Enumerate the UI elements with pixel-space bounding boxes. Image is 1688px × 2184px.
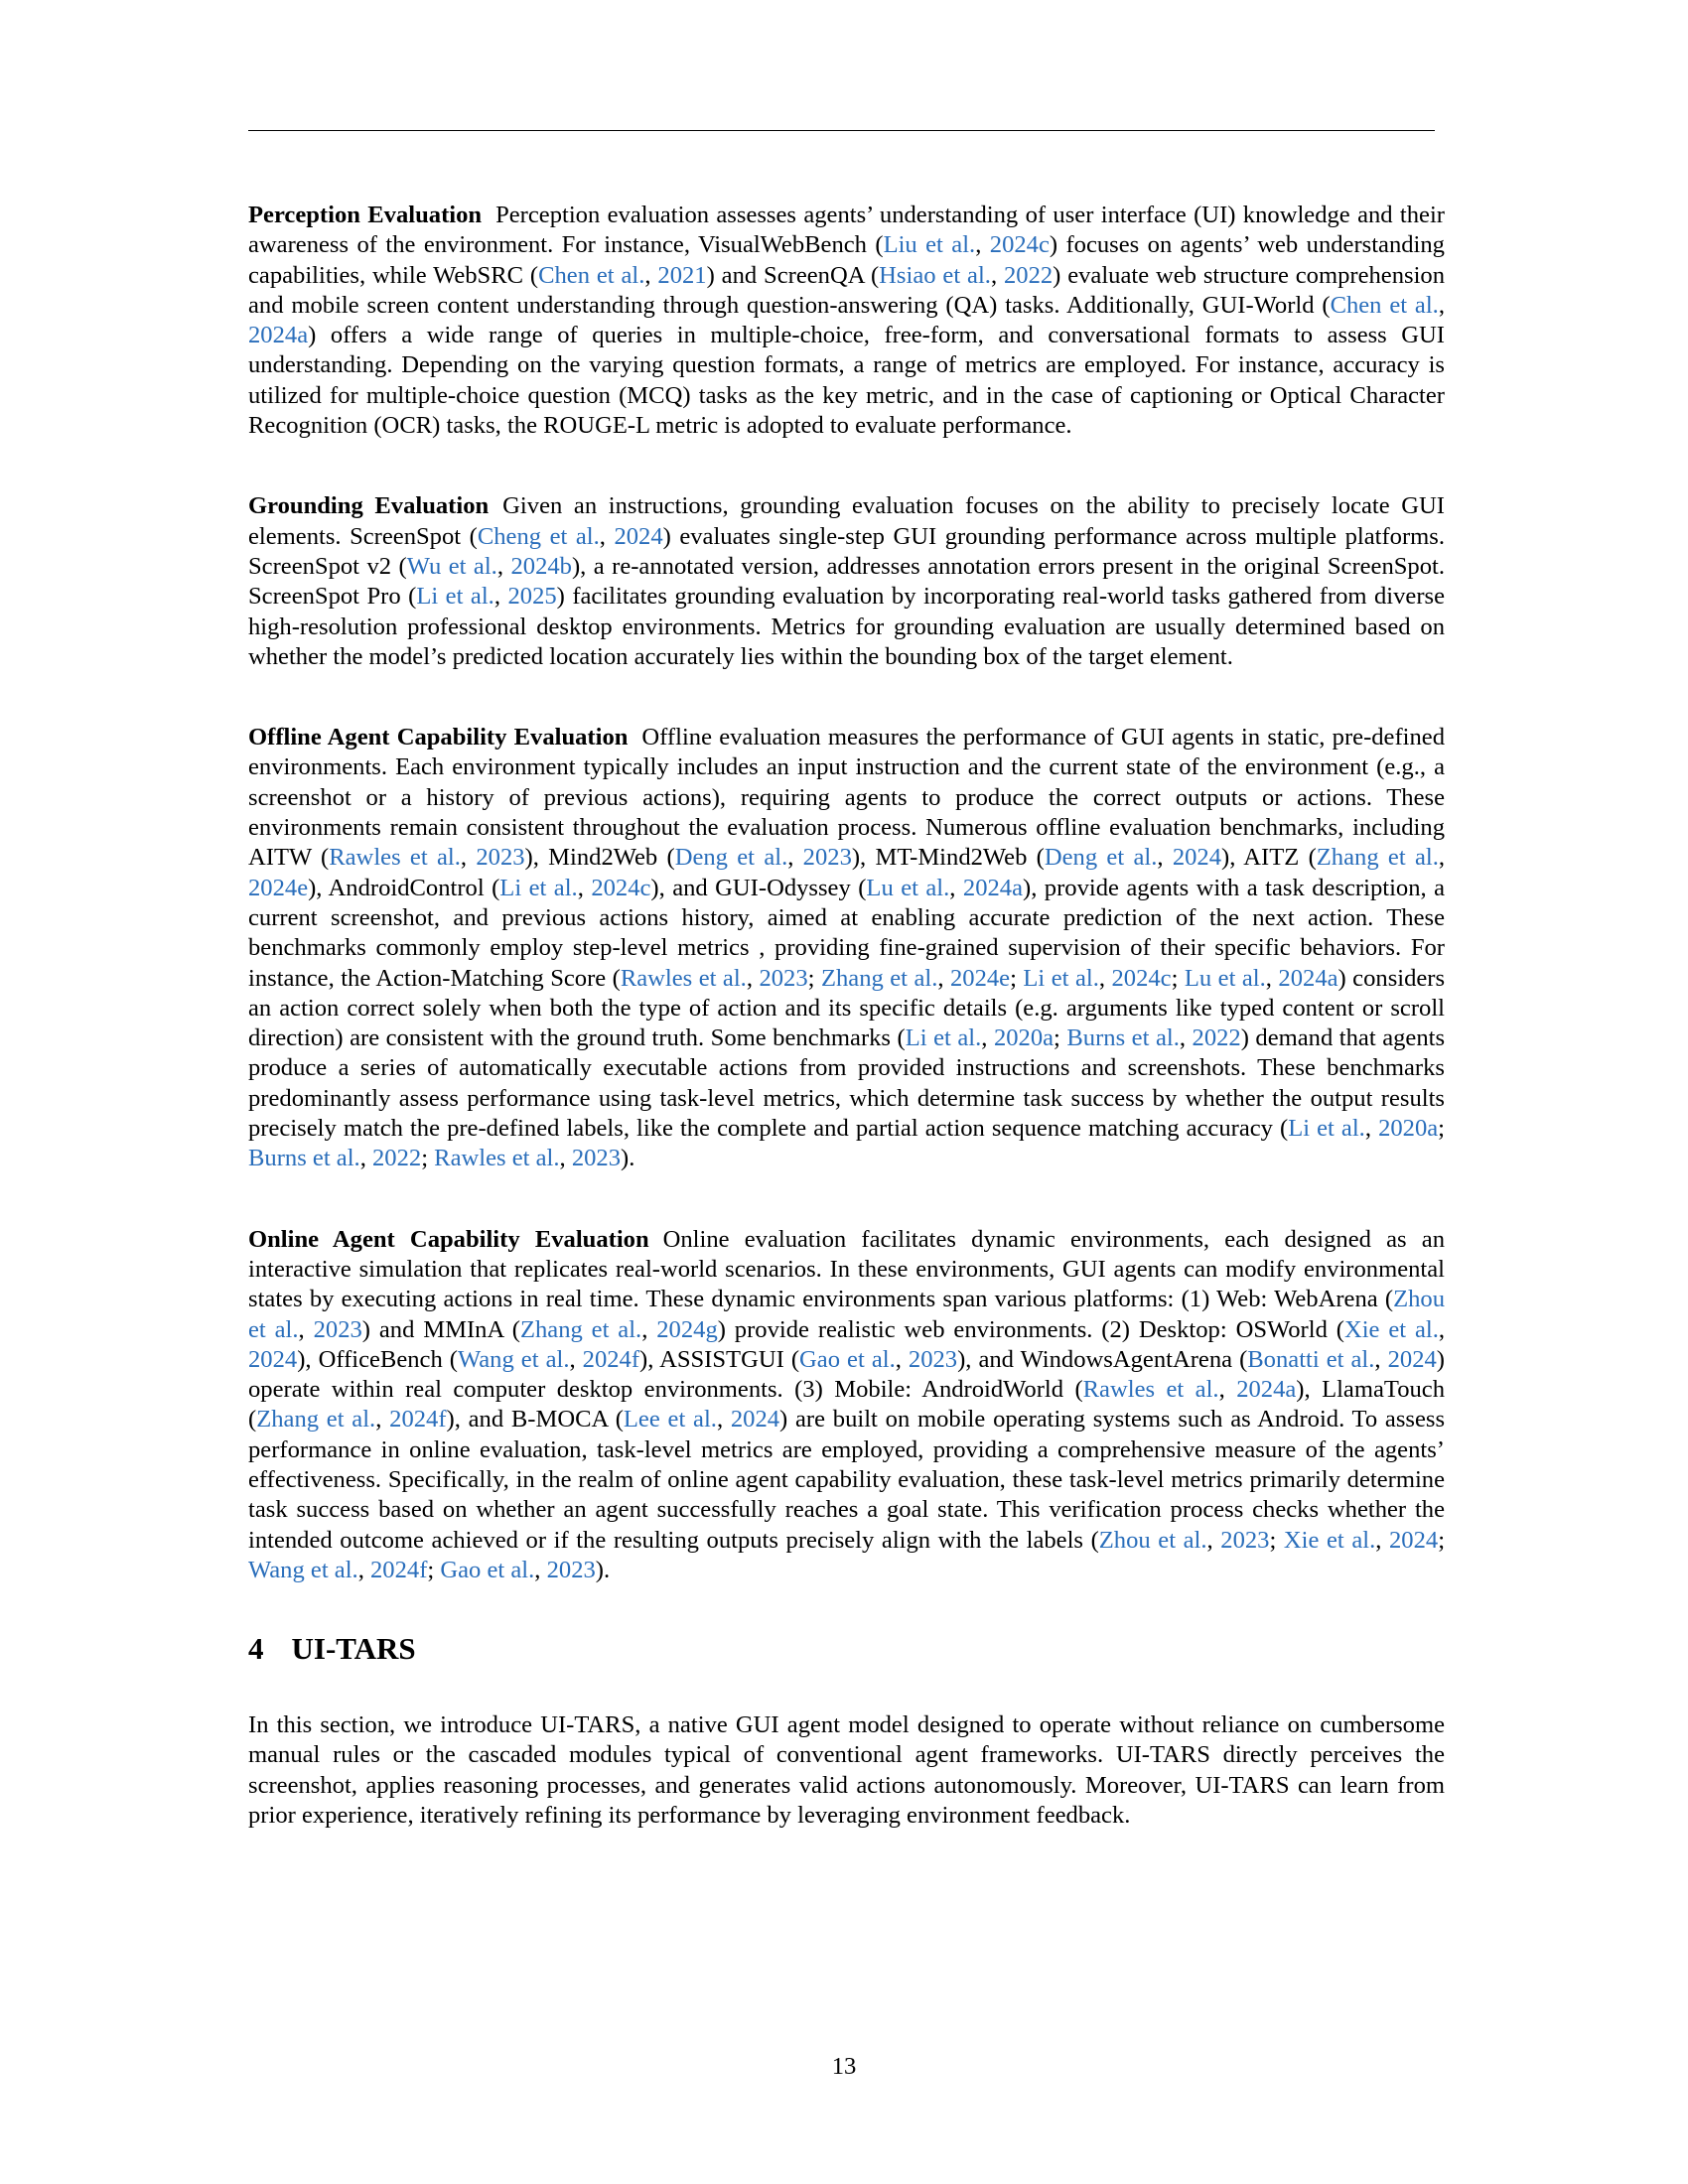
body-text: ), provide agents with a task description, a current screenshot, and previous actions history, aimed at enabling accurate prediction of the next action. These benchmarks commonly employ step-level metrics , providing fine-grained supervision of their specific behaviors. For instance, the Action-Matching Score ( [248,874,1446,992]
section-heading [248,1631,1445,1667]
body-text: ) considers an action correct solely when both the type of action and its specific details (e.g. arguments like typed content or scroll direction) are consistent with the ground truth. Some benchmarks ( [248,964,1446,1052]
body-text: , [569,1345,583,1373]
body-text: , [1438,1315,1446,1343]
citation-link[interactable]: 2022 [1192,1024,1241,1052]
body-text: ) provide realistic web environments. (2) Desktop: OSWorld ( [717,1315,1344,1343]
paragraph-heading: Online Agent Capability Evaluation [248,1225,649,1253]
body-text: , [981,1024,994,1052]
body-text: , [641,1315,657,1343]
citation-link[interactable]: 2024b [510,552,572,580]
citation-link[interactable]: 2024a [962,874,1023,901]
body-text: Online evaluation facilitates dynamic environments, each designed as an interactive simulation that replicates real-world scenarios. In these environments, GUI agents can modify environmental states by executing actions in real time. These dynamic environments span various platforms: (1) Web: WebArena ( [248,1225,1445,1313]
body-text: ; [427,1556,441,1583]
body-text: ; [1010,964,1024,992]
body-text: , [559,1145,572,1172]
body-text: ), Mind2Web ( [524,844,675,872]
body-text: ), AndroidControl ( [308,874,500,901]
citation-link[interactable]: 2022 [1003,261,1054,289]
body-text: ) facilitates grounding evaluation by incorporating real-world tasks gathered from diverse high-resolution professional desktop environments. Metrics for grounding evaluation are usually determined based on whether the model’s predicted location accurately lies within the bounding box of the target element. [248,583,1446,670]
body-text: , [1179,1024,1193,1052]
citation-link[interactable]: Wu et al. [406,552,497,580]
body-text: , [1157,844,1173,872]
body-text: ; [807,964,821,992]
body-text: ) evaluates single-step GUI grounding performance across multiple platforms. ScreenSpot v2 ( [248,522,1445,580]
page-number: 13 [831,2053,857,2080]
citation-link[interactable]: 2024a [1278,964,1338,992]
citation-link[interactable]: Rawles et al. [1082,1376,1219,1404]
body-text: , [1438,844,1446,872]
citation-link[interactable]: Li et al. [905,1024,982,1052]
paragraph-online-agent-capability-evaluation [248,1225,1445,1586]
citation-link[interactable]: Deng et al. [1044,844,1158,872]
body-text: ), a re-annotated version, addresses annotation errors present in the original ScreenSpot. ScreenSpot Pro ( [248,552,1446,611]
body-text: , [644,261,658,289]
citation-link[interactable]: Lee et al. [623,1406,717,1433]
citation-link[interactable]: 2020a [1378,1115,1439,1143]
citation-link[interactable]: Gao et al. [799,1345,896,1373]
body-text: ), and B-MOCA ( [446,1406,624,1433]
body-text: , [359,1145,372,1172]
citation-link[interactable]: 2024e [248,874,309,901]
body-text: ), OfficeBench ( [297,1345,458,1373]
body-text: ) demand that agents produce a series of automatically executable actions from provided instructions and screenshots. These benchmarks predominantly assess performance using task-level metrics, which determine task success by whether the output results precisely match the pre-defined labels, like the complete and partial action sequence matching accuracy ( [248,1024,1446,1143]
body-text: , [949,874,963,901]
body-text: ; [1269,1526,1284,1554]
citation-link[interactable]: Gao et al. [440,1556,535,1583]
body-text: ) and MMInA ( [361,1315,520,1343]
citation-link[interactable]: Burns et al. [1066,1024,1180,1052]
citation-link[interactable]: 2023 [802,844,852,872]
body-text: , [534,1556,547,1583]
citation-link[interactable]: Zhang et al. [820,964,938,992]
citation-link[interactable]: Zhou et al. [1098,1526,1207,1554]
citation-link[interactable]: Li et al. [499,874,578,901]
citation-link[interactable]: Wang et al. [457,1345,570,1373]
citation-link[interactable]: 2020a [993,1024,1055,1052]
body-text: , [1206,1526,1221,1554]
body-text: ) evaluate web structure comprehension and mobile screen content understanding through question-answering (QA) tasks. Additionally, GUI-World ( [248,261,1446,319]
body-text: Offline evaluation measures the performance of GUI agents in static, pre-defined environments. Each environment typically includes an input instruction and the current state of the environment (e.g., a screenshot or a history of previous actions), requiring agents to produce the correct outputs or actions. These environments remain consistent throughout the evaluation process. Numerous offline evaluation benchmarks, including AITW ( [248,724,1445,872]
body-text: , [990,261,1004,289]
citation-link[interactable]: Zhang et al. [256,1406,376,1433]
paragraph-perception-evaluation [248,201,1445,441]
body-text: ) and ScreenQA ( [706,261,880,289]
body-text: ; [1054,1024,1067,1052]
body-text: Perception evaluation assesses agents’ understanding of user interface (UI) knowledge and their awareness of the environment. For instance, VisualWebBench ( [248,202,1445,259]
citation-link[interactable]: 2023 [546,1556,596,1583]
citation-link[interactable]: 2025 [507,583,557,611]
citation-link[interactable]: Chen et al. [1330,291,1439,319]
body-text: , [716,1406,731,1433]
body-text: , [599,522,615,550]
citation-link[interactable]: 2023 [1220,1526,1270,1554]
citation-link[interactable]: 2024g [656,1315,718,1343]
citation-link[interactable]: 2024 [614,522,663,550]
citation-link[interactable]: 2024 [248,1345,298,1373]
citation-link[interactable]: Zhang et al. [1316,844,1439,872]
citation-link[interactable]: Rawles et al. [434,1145,560,1172]
citation-link[interactable]: 2024 [1172,844,1222,872]
citation-link[interactable]: Burns et al. [248,1145,360,1172]
body-text: ). [621,1145,635,1172]
body-text: , [746,964,760,992]
citation-link[interactable]: 2024 [1389,1526,1439,1554]
body-text: , [493,583,508,611]
citation-link[interactable]: 2024e [949,964,1011,992]
body-text: , [577,874,592,901]
citation-link[interactable]: Lu et al. [1184,964,1266,992]
body-text: , [496,552,511,580]
citation-link[interactable]: 2023 [759,964,808,992]
citation-link[interactable]: 2021 [657,261,707,289]
body-text: ) are built on mobile operating systems such as Android. To assess performance in online evaluation, task-level metrics are employed, providing a comprehensive measure of the agents’ effectiveness. Specifically, in the realm of online agent capability evaluation, these task-level metrics primarily determine task success based on whether an agent successfully reaches a goal state. This verification process checks whether the intended outcome achieved or if the resulting outputs precisely align with the labels ( [248,1406,1446,1554]
evaluation-paragraphs [248,201,1445,1585]
paragraph-heading: Grounding Evaluation [248,492,490,520]
body-text: , [1218,1376,1237,1404]
citation-link[interactable]: Deng et al. [674,844,788,872]
citation-link[interactable]: Li et al. [416,583,494,611]
body-text: ), LlamaTouch ( [248,1376,1446,1433]
section-title: UI-TARS [291,1631,416,1667]
citation-link[interactable]: Cheng et al. [477,522,600,550]
body-text: , [1374,1345,1388,1373]
paragraph-heading: Offline Agent Capability Evaluation [248,724,629,751]
body-text: ). [595,1556,611,1583]
body-text: , [787,844,803,872]
citation-link[interactable]: 2023 [908,1345,958,1373]
body-text: , [1265,964,1279,992]
body-text: ) operate within real computer desktop environments. (3) Mobile: AndroidWorld ( [248,1345,1445,1404]
citation-link[interactable]: 2024c [591,874,651,901]
citation-link[interactable]: Liu et al. [883,231,976,259]
citation-link[interactable]: 2024f [582,1345,640,1373]
citation-link[interactable]: 2024c [1111,964,1172,992]
body-text: ), ASSISTGUI ( [639,1345,800,1373]
citation-link[interactable]: Bonatti et al. [1247,1345,1375,1373]
body-text: ), and WindowsAgentArena ( [957,1345,1248,1373]
body-text: ), AITZ ( [1221,844,1317,872]
section-intro-paragraph: In this section, we introduce UI-TARS, a native GUI agent model designed to operate without reliance on cumbersome manual rules or the cascaded modules typical of conventional agent frameworks. UI-TARS directly perceives the screenshot, applies reasoning processes, and generates valid actions autonomously. Moreover, UI-TARS can learn from prior experience, iteratively refining its performance by leveraging environment feedback. [248,1711,1445,1830]
citation-link[interactable]: 2023 [313,1315,362,1343]
citation-link[interactable]: Li et al. [1288,1115,1365,1143]
body-text: ) focuses on agents’ web understanding capabilities, while WebSRC ( [248,231,1445,289]
citation-link[interactable]: 2024f [389,1406,447,1433]
body-text: ) offers a wide range of queries in multiple-choice, free-form, and conversational formats to assess GUI understanding. Depending on the varying question formats, a range of metrics are employed. For instance, accuracy is utilized for multiple-choice question (MCQ) tasks as the key metric, and in the case of captioning or Optical Character Recognition (OCR) tasks, the ROUGE-L metric is adopted to evaluate performance. [248,322,1445,440]
paragraph-grounding-evaluation [248,491,1445,672]
body-text: , [1098,964,1112,992]
body-text: , [895,1345,909,1373]
body-text: , [975,231,990,259]
body-text: , [460,844,477,872]
page-body [248,201,1445,1831]
citation-link[interactable]: 2024 [1387,1345,1437,1373]
body-text: Given an instructions, grounding evaluation focuses on the ability to precisely locate GUI elements. ScreenSpot ( [248,492,1445,550]
citation-link[interactable]: Zhou et al. [248,1286,1445,1343]
body-text: , [357,1556,370,1583]
body-text: ; [421,1145,435,1172]
citation-link[interactable]: Hsiao et al. [879,261,991,289]
citation-link[interactable]: Li et al. [1023,964,1099,992]
citation-link[interactable]: 2023 [571,1145,621,1172]
citation-link[interactable]: 2023 [476,844,525,872]
citation-link[interactable]: Zhang et al. [519,1315,642,1343]
citation-link[interactable]: 2024c [989,231,1050,259]
body-text: , [375,1406,390,1433]
citation-link[interactable]: Rawles et al. [329,844,461,872]
citation-link[interactable]: Lu et al. [866,874,950,901]
body-text: ; [1438,1115,1446,1143]
body-text: , [1364,1115,1379,1143]
citation-link[interactable]: Rawles et al. [620,964,747,992]
header-rule [248,130,1435,131]
section-number: 4 [248,1631,264,1667]
body-text: , [937,964,950,992]
body-text: ), MT-Mind2Web ( [851,844,1045,872]
citation-link[interactable]: 2022 [372,1145,422,1172]
body-text: ; [1438,1526,1446,1554]
citation-link[interactable]: Xie et al. [1343,1315,1439,1343]
body-text: , [1375,1526,1389,1554]
citation-link[interactable]: 2024 [730,1406,780,1433]
citation-link[interactable]: Xie et al. [1283,1526,1376,1554]
paragraph-heading: Perception Evaluation [248,202,483,228]
citation-link[interactable]: 2024a [1236,1376,1297,1404]
body-text: , [1438,291,1445,319]
citation-link[interactable]: 2024f [370,1556,428,1583]
citation-link[interactable]: Chen et al. [538,261,645,289]
citation-link[interactable]: Wang et al. [248,1556,358,1583]
body-text: ), and GUI-Odyssey ( [650,874,867,901]
paragraph-offline-agent-capability-evaluation [248,723,1445,1173]
body-text: , [298,1315,314,1343]
citation-link[interactable]: 2024a [248,322,309,349]
body-text: ; [1171,964,1185,992]
